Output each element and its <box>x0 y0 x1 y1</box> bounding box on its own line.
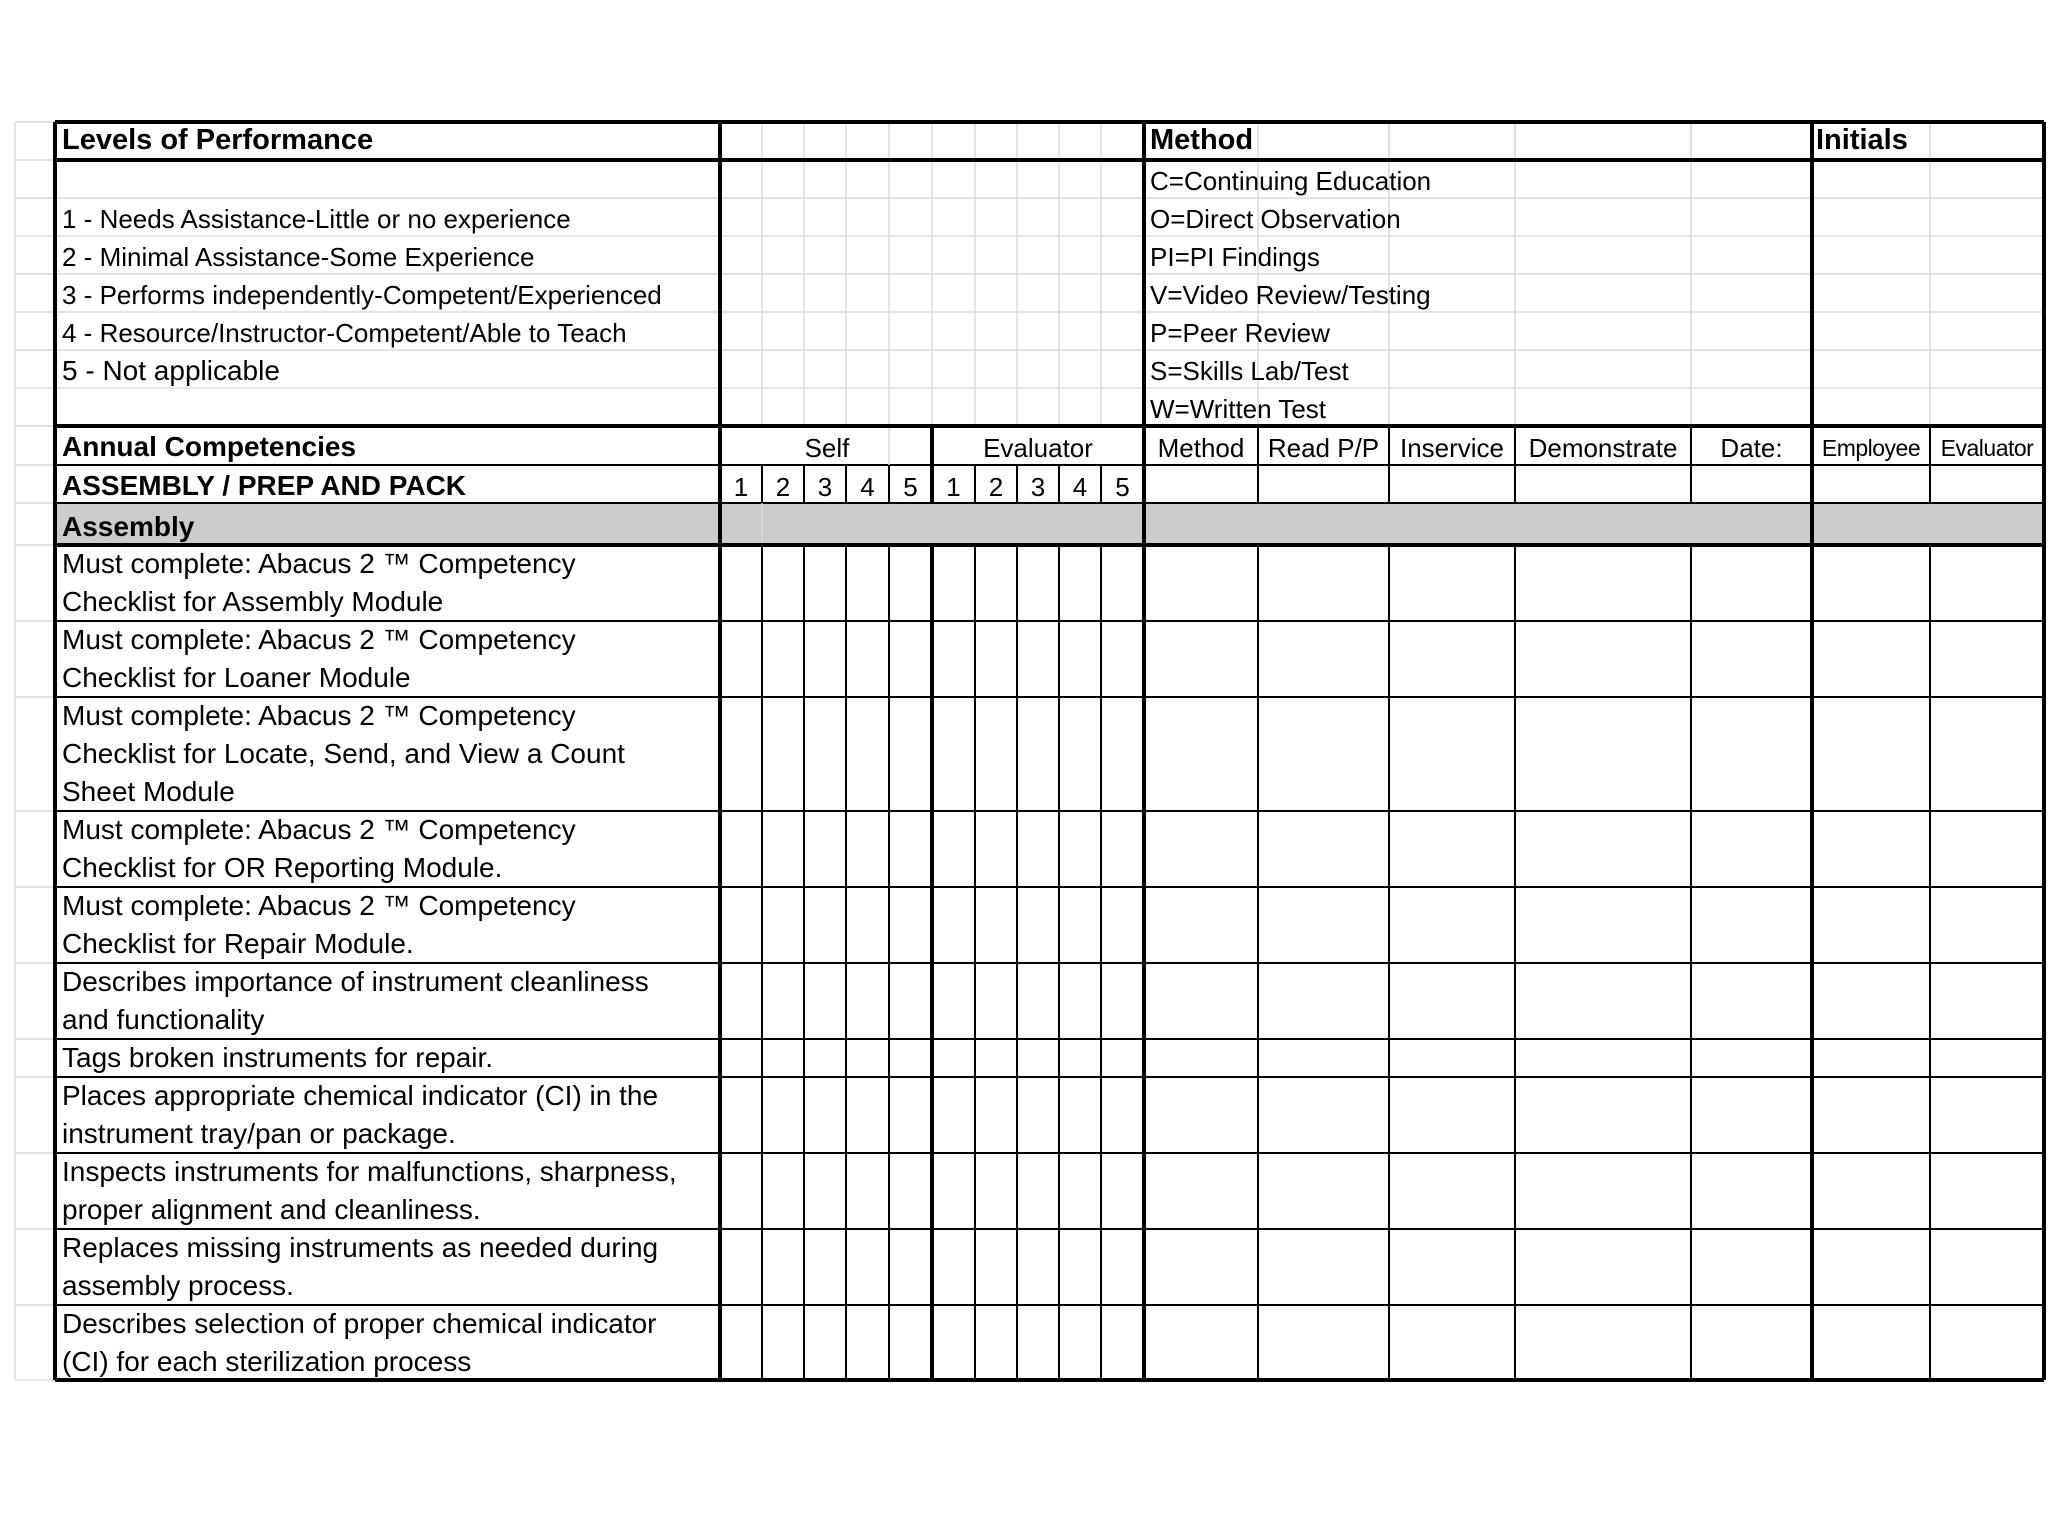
competency-text: Describes importance of instrument cleanliness <box>62 966 649 997</box>
competency-text: Must complete: Abacus 2 ™ Competency <box>62 548 576 579</box>
read-pp-column-header: Read P/P <box>1267 433 1380 463</box>
level-item: 5 - Not applicable <box>62 355 280 386</box>
method-item: C=Continuing Education <box>1150 166 1432 196</box>
level-item: 4 - Resource/Instructor-Competent/Able to Teach <box>62 318 627 348</box>
evaluator-score-header: Evaluator <box>983 433 1093 463</box>
competency-text: Places appropriate chemical indicator (CI) in the <box>62 1080 659 1111</box>
employee-initials-header: Employee <box>1821 435 1921 461</box>
competency-text: Must complete: Abacus 2 ™ Competency <box>62 814 576 845</box>
eval-score-1: 1 <box>946 472 961 502</box>
competency-text: and functionality <box>62 1004 265 1035</box>
level-item: 3 - Performs independently-Competent/Experienced <box>62 280 662 310</box>
self-score-4: 4 <box>860 472 875 502</box>
competency-text: Checklist for OR Reporting Module. <box>62 852 503 883</box>
eval-score-2: 2 <box>988 472 1004 502</box>
competency-text: instrument tray/pan or package. <box>62 1118 456 1149</box>
competency-text: Checklist for Loaner Module <box>62 662 411 693</box>
competency-text: Tags broken instruments for repair. <box>62 1042 494 1073</box>
evaluator-initials-header: Evaluator <box>1940 435 2034 461</box>
method-item: S=Skills Lab/Test <box>1150 356 1349 386</box>
eval-score-3: 3 <box>1030 472 1046 502</box>
self-score-3: 3 <box>817 472 833 502</box>
competency-text: Replaces missing instruments as needed during <box>62 1232 659 1263</box>
levels-title: Levels of Performance <box>62 124 374 156</box>
method-item: P=Peer Review <box>1150 318 1330 348</box>
level-item: 1 - Needs Assistance-Little or no experience <box>62 204 571 234</box>
method-item: PI=PI Findings <box>1150 242 1320 272</box>
method-column-header: Method <box>1157 433 1245 463</box>
method-title: Method <box>1150 124 1254 156</box>
competency-text: proper alignment and cleanliness. <box>62 1194 481 1225</box>
self-header: Self <box>804 433 850 463</box>
competency-text: Describes selection of proper chemical indicator <box>62 1308 657 1339</box>
eval-score-5: 5 <box>1115 472 1130 502</box>
competency-text: Must complete: Abacus 2 ™ Competency <box>62 890 576 921</box>
competency-text: Checklist for Repair Module. <box>62 928 414 959</box>
section-title: ASSEMBLY / PREP AND PACK <box>62 470 467 501</box>
competency-text: Checklist for Assembly Module <box>62 586 444 617</box>
method-item: W=Written Test <box>1150 394 1327 424</box>
self-score-1: 1 <box>733 472 749 502</box>
inservice-column-header: Inservice <box>1399 433 1505 463</box>
initials-title: Initials <box>1816 124 1908 156</box>
competency-text: Inspects instruments for malfunctions, sharpness, <box>62 1156 677 1187</box>
self-score-2: 2 <box>775 472 791 502</box>
demonstrate-column-header: Demonstrate <box>1528 433 1678 463</box>
annual-competencies-label: Annual Competencies <box>62 431 357 462</box>
eval-score-4: 4 <box>1072 472 1088 502</box>
self-score-5: 5 <box>903 472 918 502</box>
method-item: O=Direct Observation <box>1150 204 1401 234</box>
competency-text: Sheet Module <box>62 776 235 807</box>
date-column-header: Date: <box>1720 433 1783 463</box>
competency-text: Must complete: Abacus 2 ™ Competency <box>62 700 576 731</box>
competency-text: assembly process. <box>62 1270 294 1301</box>
category-assembly: Assembly <box>62 511 195 542</box>
method-item: V=Video Review/Testing <box>1150 280 1431 310</box>
competency-text: Must complete: Abacus 2 ™ Competency <box>62 624 576 655</box>
competency-text: (CI) for each sterilization process <box>62 1346 472 1377</box>
level-item: 2 - Minimal Assistance-Some Experience <box>62 242 535 272</box>
competency-text: Checklist for Locate, Send, and View a Count <box>62 738 625 769</box>
